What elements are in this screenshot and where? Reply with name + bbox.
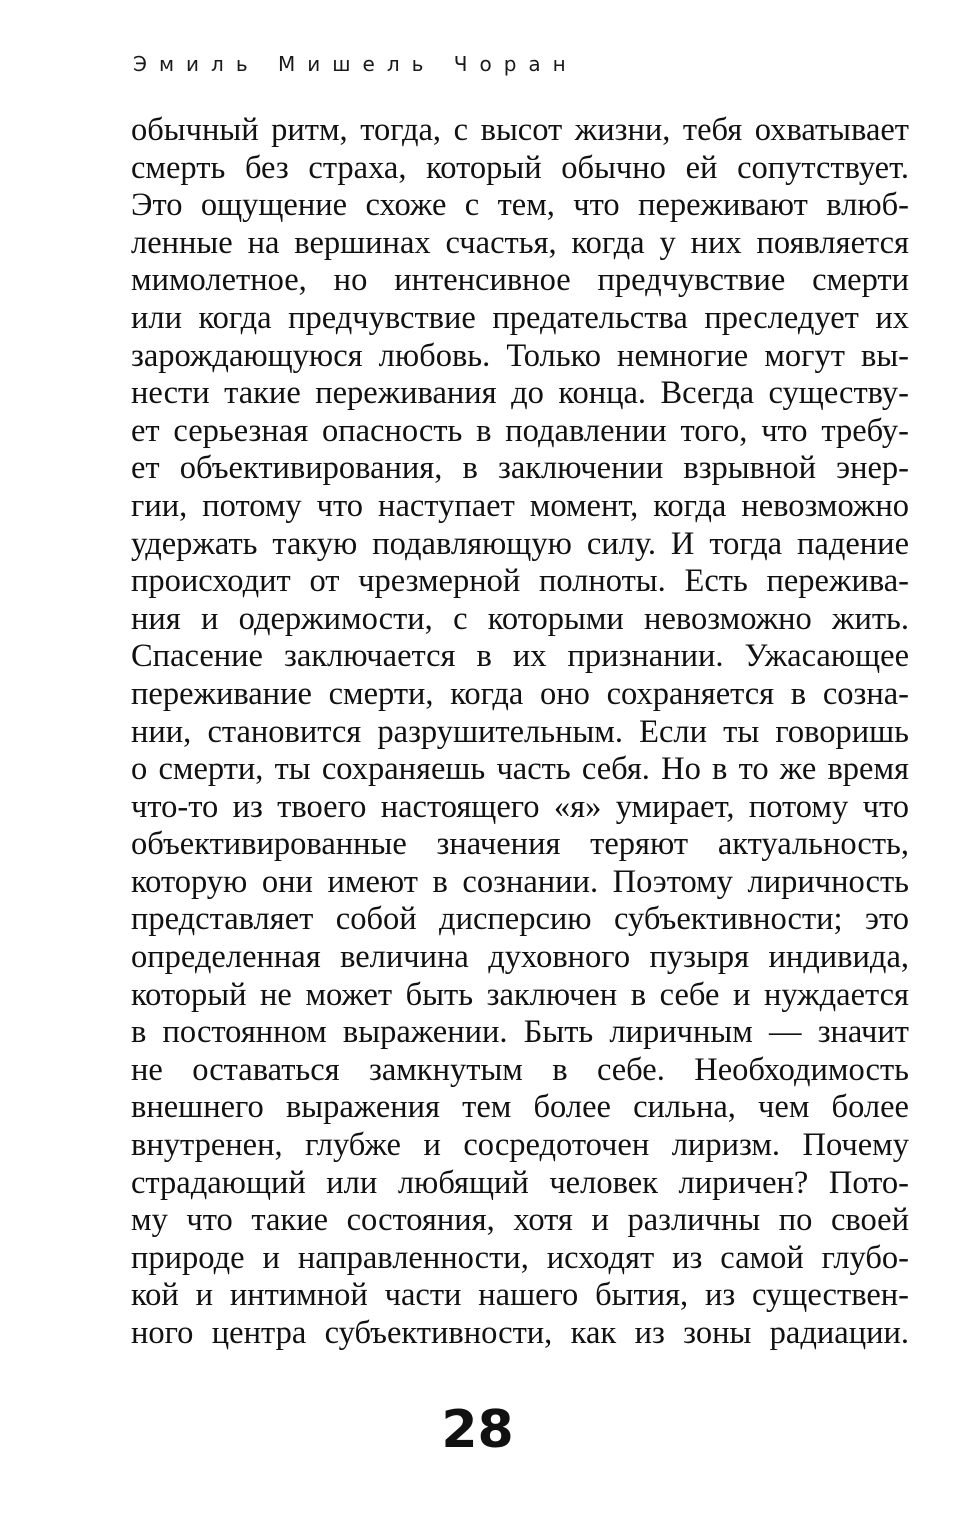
text-line: внешнего выражения тем более сильна, чем более — [131, 1089, 909, 1126]
text-line: кой и интимной части нашего бытия, из существен- — [131, 1277, 909, 1314]
text-line: гии, потому что наступает момент, когда невозможно — [131, 487, 909, 524]
text-line: мимолетное, но интенсивное предчувствие смерти — [131, 262, 909, 299]
text-line: страдающий или любящий человек лиричен? Пото- — [131, 1164, 909, 1201]
page-number: 28 — [441, 1400, 514, 1460]
text-line: обычный ритм, тогда, с высот жизни, тебя охватывает — [131, 112, 909, 148]
text-line: которую они имеют в сознании. Поэтому лиричность — [131, 863, 909, 900]
text-line: ного центра субъективности, как из зоны радиации. — [131, 1315, 909, 1351]
text-line: природе и направленности, исходят из самой глубо- — [131, 1239, 909, 1276]
text-line: зарождающуюся любовь. Только немногие могут вы- — [131, 337, 909, 374]
text-line: представляет собой дисперсию субъективности; это — [131, 901, 909, 938]
text-line: объективированные значения теряют актуальность, — [131, 826, 909, 863]
text-line: или когда предчувствие предательства преследует их — [131, 299, 909, 336]
body-text — [131, 112, 909, 1353]
text-line: смерть без страха, который обычно ей сопутствует. — [131, 149, 909, 186]
text-line: внутренен, глубже и сосредоточен лиризм. Почему — [131, 1127, 909, 1164]
text-line: му что такие состояния, хотя и различны по своей — [131, 1202, 909, 1239]
text-line: ленные на вершинах счастья, когда у них появляется — [131, 224, 909, 261]
text-line: ния и одержимости, с которыми невозможно жить. — [131, 600, 909, 637]
text-line: о смерти, ты сохраняешь часть себя. Но в то же время — [131, 751, 909, 788]
text-line: ет серьезная опасность в подавлении того, что требу- — [131, 412, 909, 449]
text-line: нести такие переживания до конца. Всегда существу- — [131, 375, 909, 412]
text-line: что-то из твоего настоящего «я» умирает, потому что — [131, 788, 909, 825]
text-line: переживание смерти, когда оно сохраняется в созна- — [131, 675, 909, 712]
text-line: удержать такую подавляющую силу. И тогда падение — [131, 525, 909, 562]
text-line: происходит от чрезмерной полноты. Есть пережива- — [131, 563, 909, 600]
text-line: определенная величина духовного пузыря индивида, — [131, 939, 909, 976]
text-line: Это ощущение схоже с тем, что переживают влюб- — [131, 187, 909, 224]
text-line: Спасение заключается в их признании. Ужасающее — [131, 638, 909, 675]
text-line: нии, становится разрушительным. Если ты говоришь — [131, 713, 909, 750]
text-line: в постоянном выражении. Быть лиричным — значит — [131, 1014, 909, 1051]
text-line: не оставаться замкнутым в себе. Необходимость — [131, 1051, 909, 1088]
text-line: ет объективирования, в заключении взрывной энер- — [131, 450, 909, 487]
running-head: Эмиль Мишель Чоран — [133, 52, 578, 76]
text-line: который не может быть заключен в себе и нуждается — [131, 976, 909, 1013]
